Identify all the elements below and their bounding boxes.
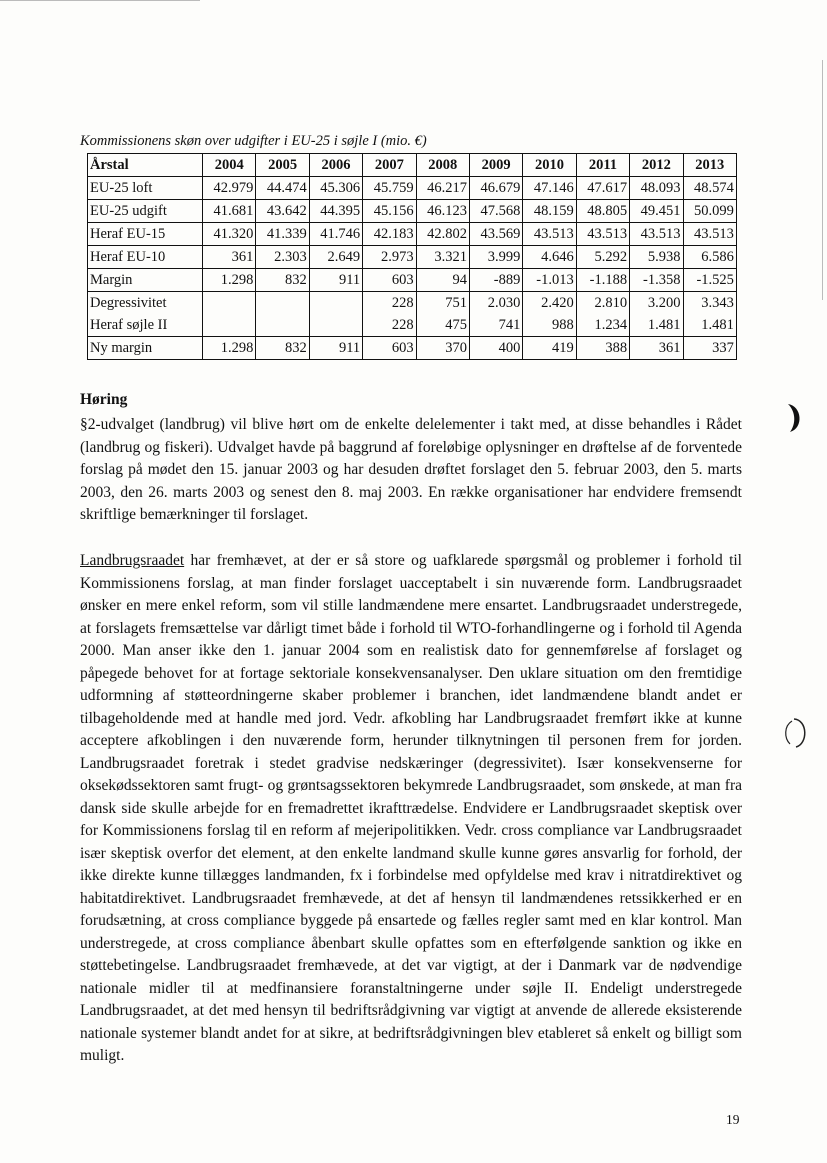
table-cell: 2.030 xyxy=(469,292,522,315)
table-cell: 46.217 xyxy=(416,177,469,200)
table-cell: 41.681 xyxy=(203,200,256,223)
table-row xyxy=(88,314,737,337)
section-heading: Høring xyxy=(80,391,128,408)
table-row xyxy=(88,200,737,223)
binder-hole-mark xyxy=(782,716,810,750)
table-cell: 603 xyxy=(363,337,416,360)
organization-name: Landbrugsraadet xyxy=(80,552,185,569)
year-header: 2007 xyxy=(363,154,416,177)
table-cell: -1.013 xyxy=(523,269,576,292)
table-cell xyxy=(309,292,362,315)
paragraph-hearing: §2-udvalget (landbrug) vil blive hørt om de enkelte delelementer i takt med, at disse behandles i Rådet (landbrug og fiskeri). Udvalget havde på baggrund af foreløbige oplysninger en drøftelse af de forventede forslag på mødet den 15. januar 2003 og har desuden drøftet forslaget den 5. februar 2003, den 5. marts 2003, den 26. marts 2003 og senest den 8. maj 2003. En række organisationer har endvidere fremsendt skriftlige bemærkninger til forslaget. xyxy=(80,416,742,523)
table-cell xyxy=(203,292,256,315)
page-number: 19 xyxy=(726,1112,740,1127)
table-cell: 228 xyxy=(363,292,416,315)
table-cell: 228 xyxy=(363,314,416,337)
table-cell: 42.979 xyxy=(203,177,256,200)
table-header-row xyxy=(88,154,737,177)
year-header: 2008 xyxy=(416,154,469,177)
table-cell: 5.292 xyxy=(576,246,629,269)
table-cell: 911 xyxy=(309,337,362,360)
table-cell: 3.200 xyxy=(630,292,683,315)
table-cell: 832 xyxy=(256,337,309,360)
table-cell: 6.586 xyxy=(683,246,736,269)
paragraph-text: har fremhævet, at der er så store og uafklarede spørgsmål og problemer i forhold til Kommissionens forslag, at man finder forslaget uacceptabelt i sin nuværende form. Landbrugsraadet ønsker en mere enkel reform, som vil stille landmændene mere ensartet. Landbrugsraadet understregede, at forslagets fremsættelse var dårligt timet både i forhold til WTO-forhandlingerne og i forhold til Agenda 2000. Man anser ikke den 1. januar 2004 som en realistisk dato for gennemførelse af forslaget og påpegede behovet for at fortage sektoriale konsekvensanalyser. Den uklare situation om den fremtidige udformning af støtteordningerne skaber problemer i branchen, idet landmændene blandt andet er tilbageholdende med at handle med jord. Vedr. afkobling har Landbrugsraadet fremført ikke at kunne acceptere afkoblingen i den nuværende form, herunder tilknytningen til personen frem for jorden. Landbrugsraadet foretrak i stedet gradvise nedskæringer (degressivitet). Især konsekvenserne for oksekødssektoren samt frugt- og grøntsagssektoren bekymrede Landbrugsraadet, som ønskede, at man fra dansk side skulle arbejde for en fremadrettet ikrafttrædelse. Endvidere er Landbrugsraadet skeptisk over for Kommissionens forslag til en reform af mejeripolitikken. Vedr. cross compliance var Landbrugsraadet især skeptisk overfor det element, at den enkelte landmand skulle kunne gøres ansvarlig for forhold, der ikke direkte kunne tillægges landmanden, fx i forbindelse med opfyldelse med krav i nitratdirektivet og habitatdirektivet. Landbrugsraadet fremhævede, at det af hensyn til landmændenes retssikkerhed er en forudsætning, at cross compliance byggede på ensartede og fælles regler samt med en klar kontrol. Man understregede, at cross compliance åbenbart skulle opfattes som en efterfølgende sanktion og ikke en støttebetingelse. Landbrugsraadet fremhævede, at det var vigtigt, at der i Danmark var de nødvendige nationale midler til at medfinansiere foranstaltningerne under søjle II. Endeligt understregede Landbrugsraadet, at det med hensyn til bedriftsrådgivning var vigtigt at anvende de allerede eksisterende nationale systemer blandt andet for at sikre, at bedriftsrådgivningen blev etableret så enkelt og billigt som muligt. xyxy=(80,552,742,1064)
table-cell: 43.569 xyxy=(469,223,522,246)
table-cell: 2.649 xyxy=(309,246,362,269)
row-label: Margin xyxy=(88,269,203,292)
table-cell: 988 xyxy=(523,314,576,337)
table-cell: 44.474 xyxy=(256,177,309,200)
table-cell: 2.420 xyxy=(523,292,576,315)
expenditure-table xyxy=(87,153,737,360)
table-cell: 475 xyxy=(416,314,469,337)
table-cell: 400 xyxy=(469,337,522,360)
table-cell: 45.156 xyxy=(363,200,416,223)
table-cell: 42.183 xyxy=(363,223,416,246)
table-cell: 43.513 xyxy=(683,223,736,246)
table-cell: 4.646 xyxy=(523,246,576,269)
table-cell: 361 xyxy=(630,337,683,360)
table-cell: 44.395 xyxy=(309,200,362,223)
table-cell: 45.306 xyxy=(309,177,362,200)
year-header: 2009 xyxy=(469,154,522,177)
table-row xyxy=(88,177,737,200)
table-cell: 47.617 xyxy=(576,177,629,200)
row-label: EU-25 loft xyxy=(88,177,203,200)
table-cell: 3.343 xyxy=(683,292,736,315)
row-label: Heraf EU-10 xyxy=(88,246,203,269)
table-cell: 47.146 xyxy=(523,177,576,200)
table-cell xyxy=(309,314,362,337)
table-cell xyxy=(203,314,256,337)
table-cell xyxy=(256,292,309,315)
table-cell: 370 xyxy=(416,337,469,360)
table-cell: 419 xyxy=(523,337,576,360)
table-cell: 2.973 xyxy=(363,246,416,269)
table-cell: 46.679 xyxy=(469,177,522,200)
table-caption: Kommissionens skøn over udgifter i EU-25 i søjle I (mio. €) xyxy=(80,133,427,149)
row-label: Heraf EU-15 xyxy=(88,223,203,246)
table-cell: 2.810 xyxy=(576,292,629,315)
table-cell: 832 xyxy=(256,269,309,292)
table-cell: 41.320 xyxy=(203,223,256,246)
table-cell: 48.805 xyxy=(576,200,629,223)
table-cell: 337 xyxy=(683,337,736,360)
table-row xyxy=(88,223,737,246)
binder-hole-mark xyxy=(780,400,806,436)
table-cell: 3.321 xyxy=(416,246,469,269)
table-cell: 48.093 xyxy=(630,177,683,200)
table-cell: 48.574 xyxy=(683,177,736,200)
year-header: 2010 xyxy=(523,154,576,177)
table-cell: 1.234 xyxy=(576,314,629,337)
table-cell: 43.642 xyxy=(256,200,309,223)
table-cell: 1.298 xyxy=(203,269,256,292)
scan-edge-line xyxy=(0,0,200,1)
table-cell: -889 xyxy=(469,269,522,292)
table-cell: 911 xyxy=(309,269,362,292)
scan-edge-line xyxy=(822,60,823,300)
table-cell: 1.481 xyxy=(630,314,683,337)
row-label: Degressivitet xyxy=(88,292,203,315)
table-cell: 48.159 xyxy=(523,200,576,223)
year-header: 2013 xyxy=(683,154,736,177)
table-cell: 751 xyxy=(416,292,469,315)
table-cell: 46.123 xyxy=(416,200,469,223)
table-cell: -1.525 xyxy=(683,269,736,292)
table-cell: 43.513 xyxy=(630,223,683,246)
table-cell: 3.999 xyxy=(469,246,522,269)
table-cell: 45.759 xyxy=(363,177,416,200)
table-cell: 43.513 xyxy=(523,223,576,246)
table-cell: 1.481 xyxy=(683,314,736,337)
table-cell: 94 xyxy=(416,269,469,292)
paragraph-landbrugsraadet xyxy=(80,550,742,1068)
row-label: Heraf søjle II xyxy=(88,314,203,337)
year-header: 2005 xyxy=(256,154,309,177)
table-cell: -1.188 xyxy=(576,269,629,292)
table-cell: 388 xyxy=(576,337,629,360)
table-row xyxy=(88,246,737,269)
table-cell: 5.938 xyxy=(630,246,683,269)
table-row xyxy=(88,292,737,315)
year-header: 2011 xyxy=(576,154,629,177)
table-cell: 361 xyxy=(203,246,256,269)
table-cell: 49.451 xyxy=(630,200,683,223)
table-cell: 41.339 xyxy=(256,223,309,246)
row-label: Ny margin xyxy=(88,337,203,360)
row-label: EU-25 udgift xyxy=(88,200,203,223)
table-cell: 2.303 xyxy=(256,246,309,269)
table-row xyxy=(88,337,737,360)
table-cell xyxy=(256,314,309,337)
table-cell: 741 xyxy=(469,314,522,337)
year-header: 2006 xyxy=(309,154,362,177)
year-header: 2012 xyxy=(630,154,683,177)
table-cell: 41.746 xyxy=(309,223,362,246)
table-cell: 603 xyxy=(363,269,416,292)
table-row xyxy=(88,269,737,292)
year-header: 2004 xyxy=(203,154,256,177)
table-cell: -1.358 xyxy=(630,269,683,292)
year-header-label: Årstal xyxy=(88,154,203,177)
table-cell: 1.298 xyxy=(203,337,256,360)
table-cell: 50.099 xyxy=(683,200,736,223)
table-cell: 42.802 xyxy=(416,223,469,246)
table-cell: 43.513 xyxy=(576,223,629,246)
table-cell: 47.568 xyxy=(469,200,522,223)
